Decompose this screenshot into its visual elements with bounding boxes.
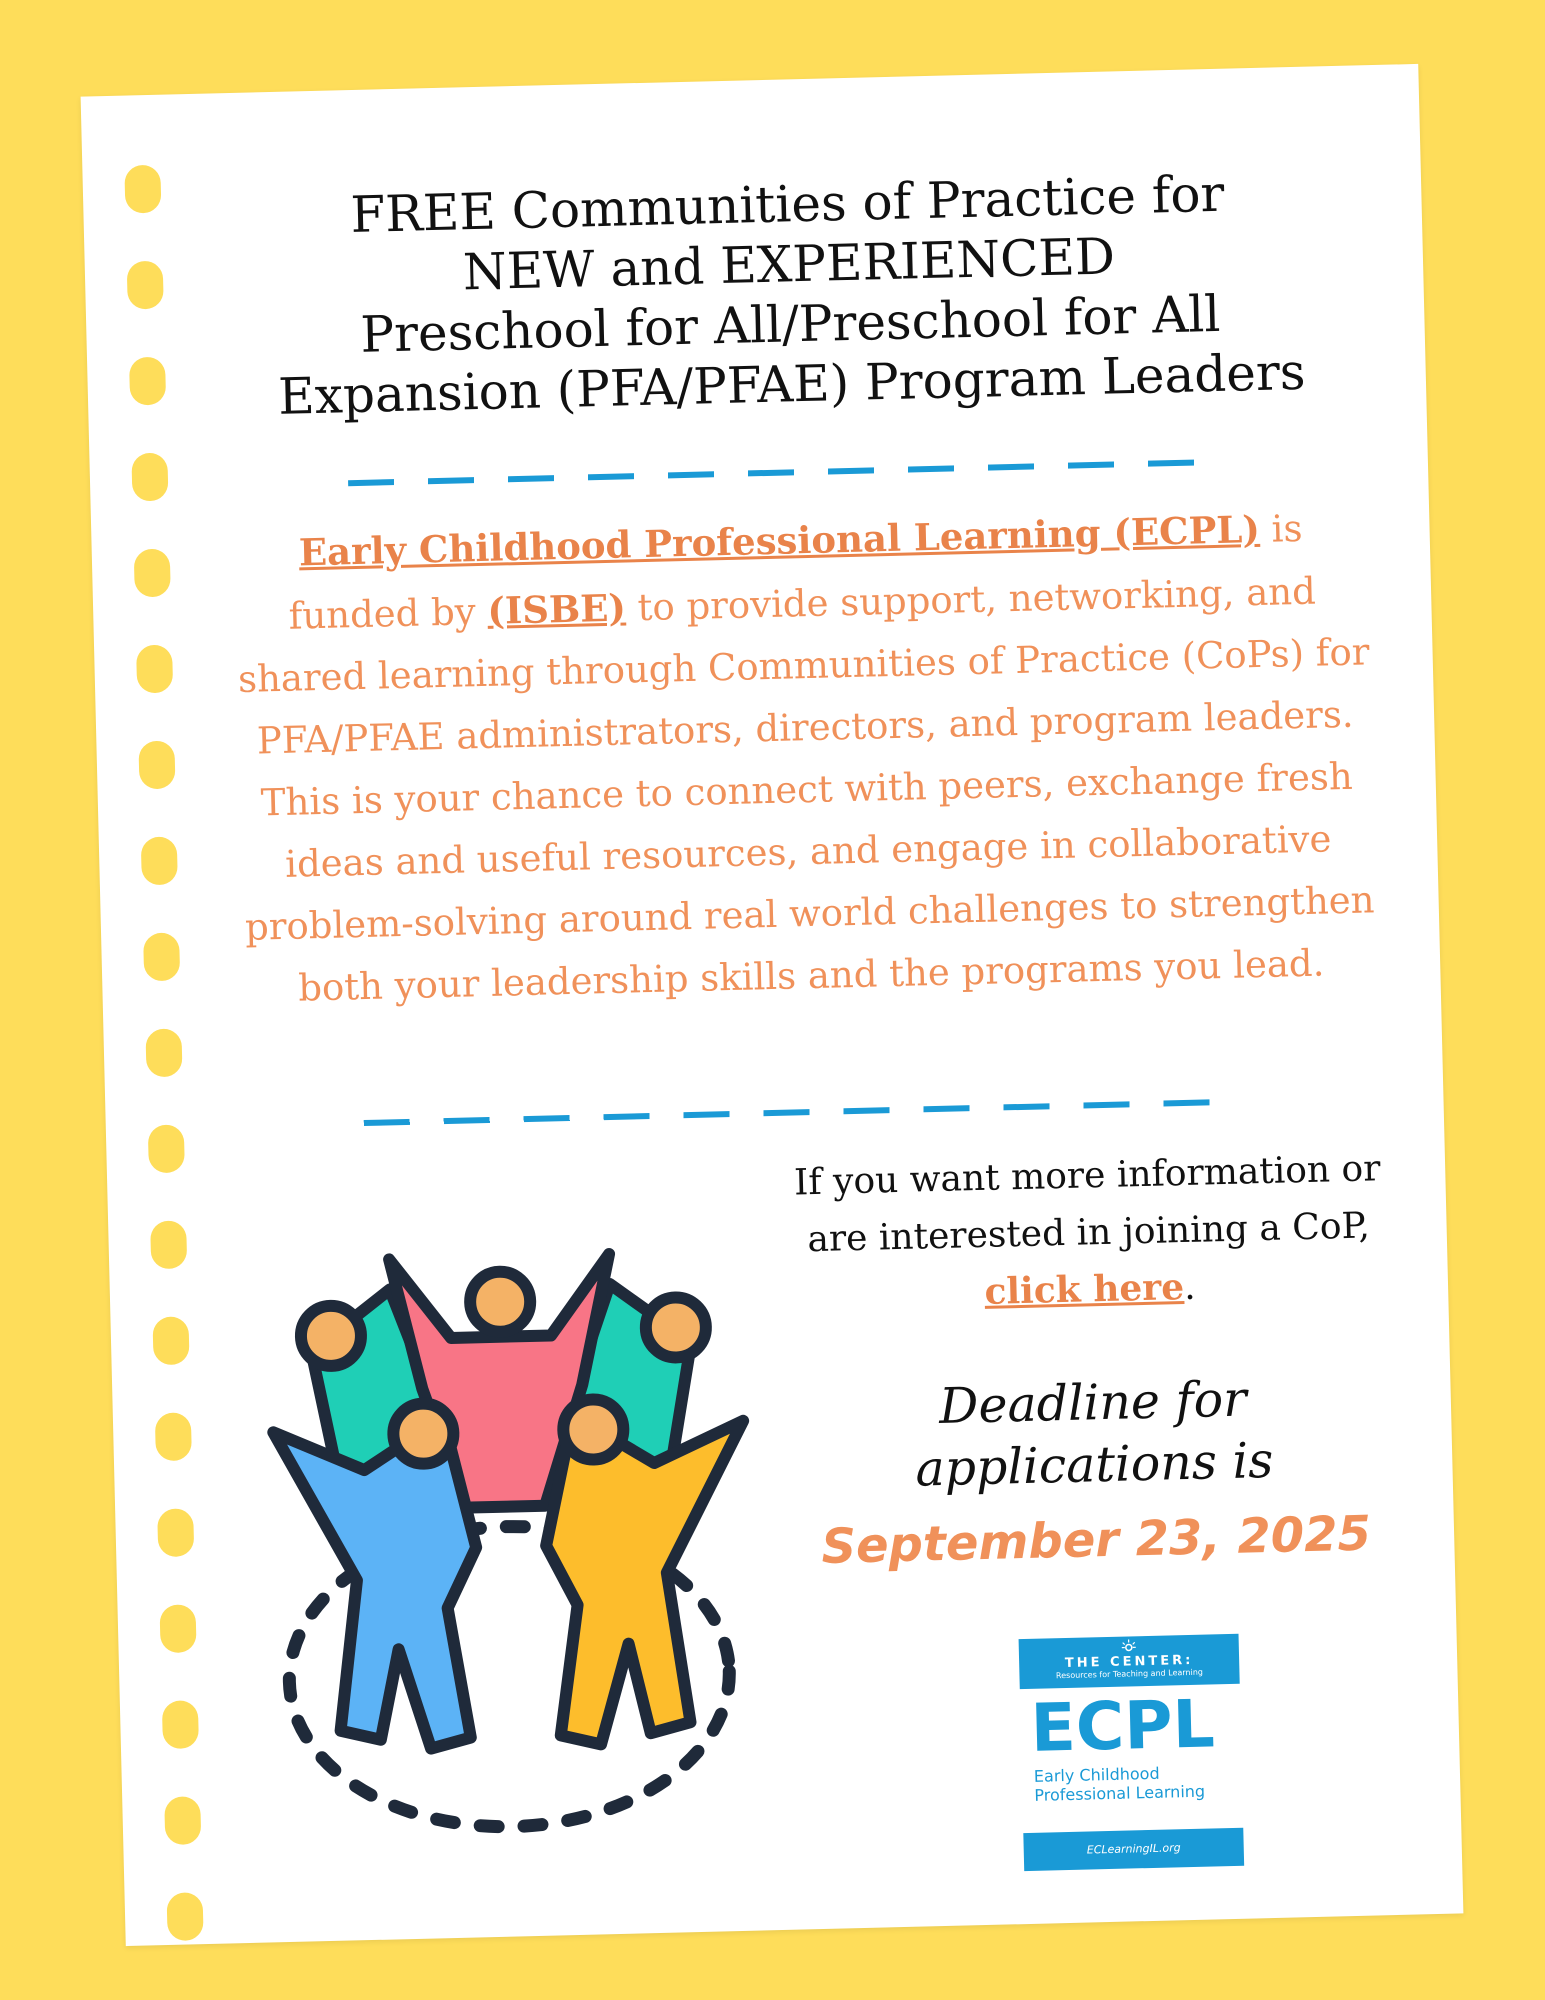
notebook-hole (134, 549, 171, 598)
notebook-hole (138, 741, 175, 790)
notebook-hole (124, 165, 161, 214)
isbe-link[interactable]: (ISBE) (486, 585, 627, 633)
logo-subtitle (1034, 1763, 1206, 1805)
logo-subtitle-line-1: Early Childhood (1033, 1763, 1160, 1786)
ecpl-link[interactable]: Early Childhood Professional Learning (ECPL) (298, 506, 1261, 575)
notebook-hole (141, 836, 178, 885)
text-is: is (1259, 506, 1303, 551)
notebook-hole (157, 1508, 194, 1557)
notebook-hole (164, 1796, 201, 1845)
logo-center-name: THE CENTER: (1064, 1652, 1194, 1672)
notebook-hole (136, 645, 173, 694)
logo-header-bar (1019, 1634, 1240, 1689)
notebook-hole (129, 357, 166, 406)
logo-center-subtitle: Resources for Teaching and Learning (1055, 1667, 1204, 1681)
notebook-hole (155, 1412, 192, 1461)
notebook-hole (127, 261, 164, 310)
notebook-hole (145, 1028, 182, 1077)
title-line-1: FREE Communities of Practice for (349, 164, 1226, 245)
notebook-hole (143, 932, 180, 981)
logo-subtitle-line-2: Professional Learning (1034, 1781, 1206, 1805)
text-funded-by: funded by (288, 589, 488, 638)
notebook-hole (148, 1124, 185, 1173)
people-group-icon (249, 1240, 784, 1873)
info-message: If you want more information or are interested in joining a CoP, (793, 1148, 1381, 1261)
ecpl-logo (1019, 1634, 1245, 1871)
notebook-hole (131, 453, 168, 502)
notebook-hole (150, 1220, 187, 1269)
logo-acronym: ECPL (1029, 1685, 1216, 1767)
deadline-text (772, 1364, 1415, 1504)
notebook-hole (159, 1604, 196, 1653)
title-line-2: NEW and EXPERIENCED (462, 227, 1116, 302)
notebook-hole (167, 1892, 204, 1941)
divider-top (348, 459, 1208, 486)
notebook-hole (152, 1316, 189, 1365)
flyer-title (193, 160, 1387, 429)
deadline-line-1: Deadline for (938, 1370, 1248, 1436)
description-text: to provide support, networking, and shared learning through Communities of Practice (CoPs) for PFA/PFAE administrators, directors, and program leaders. This is your chance to connect with peers, exchange fresh ideas and useful resources, and engage in collaborative problem-solving around real world challenges to strengthen both your leadership skills and the programs you lead. (237, 569, 1375, 1010)
title-line-3: Preschool for All/Preschool for All (359, 284, 1221, 364)
description-paragraph (231, 495, 1381, 1021)
click-here-link[interactable]: click here (984, 1266, 1185, 1313)
title-line-4: Expansion (PFA/PFAE) Program Leaders (277, 342, 1307, 426)
flyer-sheet (81, 64, 1464, 1946)
deadline-line-2: applications is (914, 1431, 1274, 1498)
sun-icon (1121, 1638, 1137, 1654)
logo-url[interactable]: ECLearningIL.org (1023, 1828, 1244, 1871)
deadline-date: September 23, 2025 (820, 1505, 1372, 1575)
info-period: . (1183, 1266, 1197, 1309)
divider-bottom (364, 1099, 1224, 1126)
info-text (767, 1140, 1411, 1327)
notebook-hole (162, 1700, 199, 1749)
